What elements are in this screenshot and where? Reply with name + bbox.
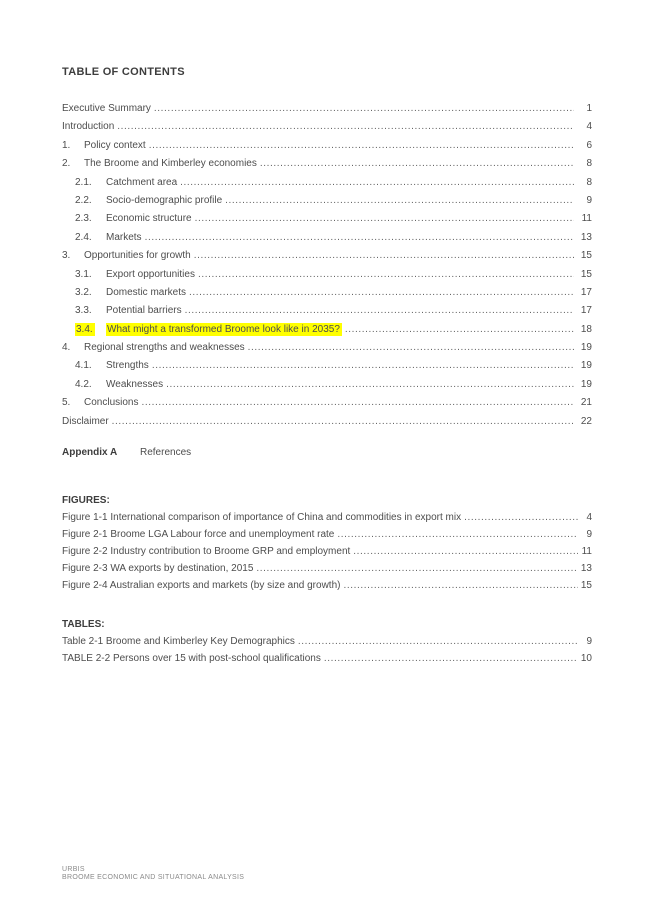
page-number	[578, 650, 592, 667]
appendix-label: Appendix A	[62, 447, 118, 459]
toc-entry	[62, 266, 592, 284]
toc-entry	[62, 174, 592, 192]
toc-list	[62, 100, 592, 431]
entry-label	[106, 321, 345, 339]
table-entry	[62, 650, 592, 667]
page-number	[574, 100, 592, 118]
page-number	[578, 560, 592, 577]
leader-dots	[189, 284, 574, 302]
entry-number	[75, 376, 106, 394]
leader-dots	[343, 577, 578, 594]
entry-label-text: Conclusions	[84, 397, 139, 409]
toc-entry	[62, 357, 592, 375]
page-number	[574, 229, 592, 247]
tables-section	[62, 617, 592, 667]
page-number-text: 8	[586, 176, 592, 188]
entry-label	[62, 543, 353, 560]
entry-label	[106, 302, 185, 320]
entry-number-text: 4.	[62, 342, 71, 354]
leader-dots	[324, 650, 578, 667]
page-number	[578, 509, 592, 526]
entry-label	[62, 577, 343, 594]
page-footer	[62, 866, 244, 882]
entry-number-text: 3.4.	[76, 323, 93, 335]
page-number-text: 4	[586, 121, 592, 133]
figure-entry	[62, 509, 592, 526]
leader-dots	[185, 302, 574, 320]
entry-label	[62, 650, 324, 667]
leader-dots	[154, 100, 574, 118]
entry-label	[62, 413, 112, 431]
leader-dots	[152, 357, 574, 375]
page-number-text: 4	[586, 512, 592, 524]
toc-entry	[62, 100, 592, 118]
entry-number	[75, 266, 106, 284]
entry-number-text: 2.2.	[75, 194, 92, 206]
entry-label-text: Figure 1-1 International comparison of importance of China and commodities in export mix	[62, 512, 462, 524]
leader-dots	[353, 543, 578, 560]
page-number-text: 6	[586, 139, 592, 151]
page-number-text: 11	[581, 546, 592, 558]
figure-entry	[62, 560, 592, 577]
entry-number-text: 2.	[62, 158, 71, 170]
toc-entry	[62, 155, 592, 173]
page-number-text: 19	[580, 360, 592, 372]
entry-label-text: Figure 2-1 Broome LGA Labour force and unemployment rate	[62, 529, 335, 541]
entry-label	[84, 155, 260, 173]
entry-number	[62, 339, 84, 357]
entry-label-text: Policy context	[84, 139, 146, 151]
page-number	[574, 137, 592, 155]
tables-list	[62, 633, 592, 667]
entry-label-text: Figure 2-2 Industry contribution to Broome GRP and employment	[62, 546, 351, 558]
entry-number	[62, 394, 84, 412]
page-number	[574, 357, 592, 375]
page-number	[574, 155, 592, 173]
entry-label	[62, 118, 117, 136]
entry-label	[62, 526, 337, 543]
entry-label	[106, 284, 189, 302]
footer-brand: URBIS	[62, 866, 85, 873]
figures-section	[62, 493, 592, 594]
entry-label-text: Socio-demographic profile	[106, 194, 223, 206]
entry-label-text: What might a transformed Broome look like in 2035?	[107, 323, 340, 335]
leader-dots	[195, 210, 574, 228]
page-number-text: 19	[580, 378, 592, 390]
page-number-text: 18	[580, 323, 592, 335]
toc-entry	[62, 210, 592, 228]
entry-number-text: 4.1.	[75, 360, 92, 372]
entry-label	[106, 174, 180, 192]
entry-number-text: 2.4.	[75, 231, 92, 243]
entry-label-text: TABLE 2-2 Persons over 15 with post-school qualifications	[62, 653, 321, 665]
leader-dots	[149, 137, 574, 155]
entry-label-text: Table 2-1 Broome and Kimberley Key Demographics	[62, 636, 295, 648]
leader-dots	[464, 509, 578, 526]
entry-number-text: 5.	[62, 397, 71, 409]
page-number	[574, 394, 592, 412]
entry-number-text: 2.3.	[75, 213, 92, 225]
tables-heading: TABLES:	[62, 619, 105, 631]
entry-number	[75, 302, 106, 320]
entry-label	[62, 633, 298, 650]
page-number	[574, 284, 592, 302]
page-number	[574, 174, 592, 192]
entry-label-text: Weaknesses	[106, 378, 164, 390]
page-number	[578, 633, 592, 650]
entry-label-text: Economic structure	[106, 213, 192, 225]
table-entry	[62, 633, 592, 650]
appendix-row	[62, 445, 592, 460]
toc-entry	[62, 339, 592, 357]
page-number	[574, 321, 592, 339]
page-number	[578, 526, 592, 543]
entry-label	[106, 210, 195, 228]
page-number	[574, 118, 592, 136]
page-number	[578, 577, 592, 594]
entry-label-text: The Broome and Kimberley economies	[84, 158, 257, 170]
figures-heading: FIGURES:	[62, 495, 110, 507]
page-number-text: 15	[580, 580, 592, 592]
entry-label-text: Figure 2-3 WA exports by destination, 2015	[62, 563, 254, 575]
entry-number	[75, 284, 106, 302]
entry-number-text: 1.	[62, 139, 71, 151]
entry-label-text: Regional strengths and weaknesses	[84, 342, 245, 354]
page-number-text: 17	[580, 286, 592, 298]
page-number-text: 1	[586, 103, 592, 114]
appendix-title: References	[140, 447, 192, 459]
page-number	[574, 376, 592, 394]
entry-number-text: 3.3.	[75, 305, 92, 317]
page-number-text: 10	[580, 653, 592, 665]
entry-label-text: Domestic markets	[106, 286, 187, 298]
entry-number	[75, 357, 106, 375]
leader-dots	[260, 155, 574, 173]
leader-dots	[298, 633, 578, 650]
page-title: TABLE OF CONTENTS	[62, 66, 185, 78]
page-number-text: 9	[586, 636, 592, 648]
toc-entry	[62, 192, 592, 210]
figure-entry	[62, 526, 592, 543]
entry-number-text: 3.2.	[75, 286, 92, 298]
entry-label-text: Catchment area	[106, 176, 178, 188]
leader-dots	[225, 192, 574, 210]
leader-dots	[256, 560, 578, 577]
page-number-text: 22	[580, 415, 592, 427]
leader-dots	[180, 174, 574, 192]
entry-label	[62, 509, 464, 526]
page-number-text: 21	[580, 397, 592, 409]
page-number-text: 8	[586, 158, 592, 170]
footer-doc-title: BROOME ECONOMIC AND SITUATIONAL ANALYSIS	[62, 874, 245, 881]
entry-label	[84, 247, 194, 265]
leader-dots	[166, 376, 574, 394]
entry-number	[62, 155, 84, 173]
leader-dots	[117, 118, 574, 136]
entry-label-text: Executive Summary	[62, 103, 151, 114]
entry-label-text: Opportunities for growth	[84, 250, 191, 262]
toc-entry	[62, 413, 592, 431]
entry-number-text: 3.	[62, 250, 71, 262]
page-number-text: 9	[586, 194, 592, 206]
entry-label	[84, 137, 149, 155]
entry-label-text: Figure 2-4 Australian exports and markets (by size and growth)	[62, 580, 341, 592]
toc-entry	[62, 321, 592, 339]
figures-list	[62, 509, 592, 594]
page-number-text: 13	[580, 231, 592, 243]
page-number	[574, 192, 592, 210]
page-number-text: 11	[581, 213, 592, 225]
page-number-text: 19	[580, 342, 592, 354]
entry-label	[62, 100, 154, 118]
toc-entry	[62, 229, 592, 247]
page-number	[574, 266, 592, 284]
page-number-text: 17	[580, 305, 592, 317]
page-number	[578, 543, 592, 560]
entry-number	[62, 137, 84, 155]
page-number-text: 15	[580, 268, 592, 280]
entry-label	[62, 560, 256, 577]
leader-dots	[141, 394, 574, 412]
entry-number	[75, 192, 106, 210]
entry-label	[106, 192, 225, 210]
entry-label	[84, 394, 141, 412]
leader-dots	[112, 413, 574, 431]
leader-dots	[194, 247, 574, 265]
entry-label	[106, 357, 152, 375]
page-number-text: 13	[580, 563, 592, 575]
entry-number	[62, 247, 84, 265]
entry-label-text: Export opportunities	[106, 268, 195, 280]
entry-label-text: Markets	[106, 231, 142, 243]
entry-number	[75, 321, 106, 339]
leader-dots	[198, 266, 574, 284]
leader-dots	[145, 229, 574, 247]
page-number	[574, 210, 592, 228]
toc-entry	[62, 137, 592, 155]
page-number	[574, 339, 592, 357]
page-number	[574, 302, 592, 320]
leader-dots	[345, 321, 574, 339]
toc-entry	[62, 284, 592, 302]
page-number	[574, 413, 592, 431]
page-number-text: 9	[586, 529, 592, 541]
entry-number-text: 4.2.	[75, 378, 92, 390]
entry-label	[84, 339, 248, 357]
entry-number-text: 2.1.	[75, 176, 92, 188]
page-number	[574, 247, 592, 265]
figure-entry	[62, 543, 592, 560]
page-number-text: 15	[580, 250, 592, 262]
entry-label-text: Introduction	[62, 121, 115, 133]
toc-entry	[62, 394, 592, 412]
toc-entry	[62, 118, 592, 136]
entry-number	[75, 229, 106, 247]
entry-number	[75, 174, 106, 192]
entry-label	[106, 376, 166, 394]
entry-label	[106, 229, 145, 247]
entry-number-text: 3.1.	[75, 268, 92, 280]
toc-entry	[62, 376, 592, 394]
toc-entry	[62, 302, 592, 320]
entry-label-text: Strengths	[106, 360, 149, 372]
entry-label-text: Potential barriers	[106, 305, 182, 317]
toc-entry	[62, 247, 592, 265]
entry-label	[106, 266, 198, 284]
entry-label-text: Disclaimer	[62, 415, 109, 427]
figure-entry	[62, 577, 592, 594]
leader-dots	[337, 526, 578, 543]
leader-dots	[248, 339, 574, 357]
entry-number	[75, 210, 106, 228]
